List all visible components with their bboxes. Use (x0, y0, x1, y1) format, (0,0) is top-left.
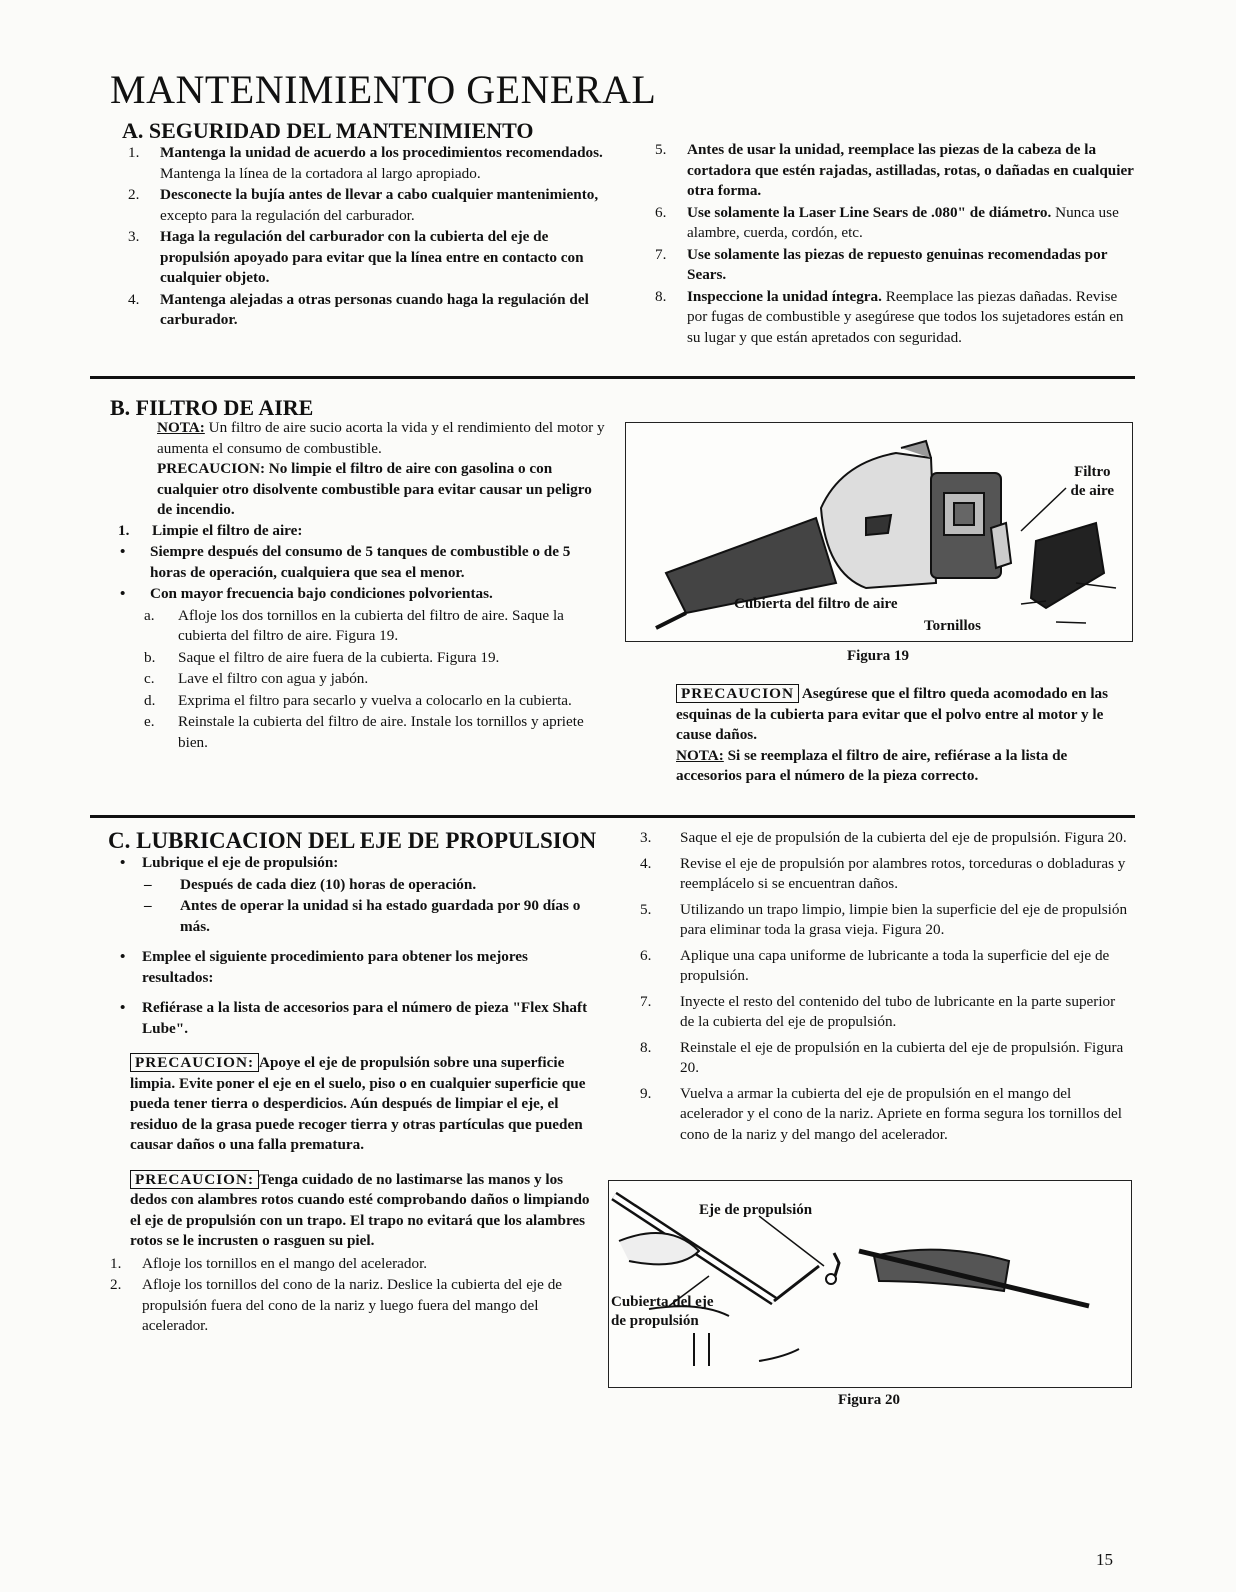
label-cubierta-filtro: Cubierta del filtro de aire (734, 596, 898, 612)
section-b-heading: B. FILTRO DE AIRE (110, 395, 314, 420)
precaucion-paragraph: PRECAUCION: No limpie el filtro de aire con gasolina o con cualquier otro disolvente combustible para evitar causar un peligro de incendio. (157, 460, 592, 518)
caution-badge: PRECAUCION: (130, 1053, 259, 1072)
list-item: 6. Aplique una capa uniforme de lubricante a toda la superficie del eje de propulsión. (640, 946, 1110, 984)
list-item: • Emplee el siguiente procedimiento para obtener los mejores resultados: (120, 948, 528, 986)
list-item: 5. Utilizando un trapo limpio, limpie bien la superficie del eje de propulsión para eliminar toda la grasa vieja. Figura 20. (640, 900, 1128, 938)
list-item: a. Afloje los dos tornillos en la cubierta del filtro de aire. Saque la cubierta del filtro de aire. Figura 19. (144, 606, 564, 644)
list-item: 1. Limpie el filtro de aire: (118, 521, 303, 539)
nota-paragraph: NOTA: Un filtro de aire sucio acorta la vida y el rendimiento del motor y aumenta el consumo de combustible. (157, 419, 605, 457)
list-item: • Con mayor frecuencia bajo condiciones polvorientas. (120, 585, 493, 602)
precaucion-filtro: PRECAUCION Asegúrese que el filtro queda acomodado en las esquinas de la cubierta para evitar que el polvo entre al motor y le cause daños. NOTA: Si se reemplaza el filtro de aire, refiérase a la lista de accesorios para el número de la pieza correcto. (676, 684, 1128, 787)
list-item: 2. Afloje los tornillos del cono de la nariz. Deslice la cubierta del eje de propulsión fuera del cono de la nariz y luego fuera del mango del acelerador. (110, 1276, 563, 1334)
list-item: – Antes de operar la unidad si ha estado guardada por 90 días o más. (144, 897, 581, 935)
list-item: 4. Revise el eje de propulsión por alambres rotos, torceduras o dobladuras y reemplácelo si se encuentran daños. (640, 854, 1126, 892)
list-item: b. Saque el filtro de aire fuera de la cubierta. Figura 19. (144, 648, 500, 666)
precaucion-manos: PRECAUCION: Tenga cuidado de no lastimarse las manos y los dedos con alambres rotos cuando esté comprobando daños o limpiando el eje de propulsión con un trapo. El trapo no evitará que los alambres rotos se le incrusten o rasguen su piel. (130, 1170, 590, 1249)
list-item: 7. Inyecte el resto del contenido del tubo de lubricante en la parte superior de la cubierta del eje de propulsión. (640, 992, 1116, 1030)
nota-reemplazo: NOTA: Si se reemplaza el filtro de aire, refiérase a la lista de accesorios para el número de la pieza correcto. (676, 746, 1068, 784)
list-item: 6. Use solamente la Laser Line Sears de .080" de diámetro. Nunca use alambre, cuerda, cordón, etc. (655, 203, 1119, 241)
list-item: 3. Saque el eje de propulsión de la cubierta del eje de propulsión. Figura 20. (640, 829, 1127, 846)
section-a-list-right (655, 140, 1140, 349)
figure-20-caption: Figura 20 (837, 1392, 901, 1408)
list-item: – Después de cada diez (10) horas de operación. (144, 875, 477, 893)
label-cubierta-eje: Cubierta del eje de propulsión (611, 1294, 714, 1329)
section-c-heading: C. LUBRICACION DEL EJE DE PROPULSION (108, 828, 597, 853)
page-number: 15 (1096, 1550, 1113, 1569)
label-filtro: Filtro de aire (1070, 464, 1114, 499)
precaucion-eje: PRECAUCION: Apoye el eje de propulsión sobre una superficie limpia. Evite poner el eje en el suelo, piso o en cualquier superficie que pueda tener tierra o desperdicios. Aún después de limpiar el eje, el residuo de la grasa puede recoger tierra y otras partículas que pueden causar daños o una falla prematura. (130, 1054, 586, 1153)
list-item: • Siempre después del consumo de 5 tanques de combustible o de 5 horas de operación, cualquiera que sea el menor. (120, 543, 571, 581)
list-item: • Lubrique el eje de propulsión: (120, 854, 339, 871)
section-a-list-left (128, 143, 613, 332)
figure-19 (625, 422, 1133, 642)
drive-shaft-illustration (609, 1181, 1131, 1387)
label-tornillos: Tornillos (924, 618, 981, 634)
section-divider (90, 376, 1135, 379)
section-c-right (640, 828, 1128, 1146)
list-item: 5. Antes de usar la unidad, reemplace las piezas de la cabeza de la cortadora que estén rajadas, astilladas, rotas, o dañadas en cualquier otra forma. (655, 141, 1134, 199)
list-item: 9. Vuelva a armar la cubierta del eje de propulsión en el mango del acelerador y el cono de la nariz. Apriete en forma segura los tornillos del cono de la nariz y del mango del acelerador. (640, 1084, 1122, 1143)
figure-20 (608, 1180, 1132, 1388)
list-item: 8. Inspeccione la unidad íntegra. Reemplace las piezas dañadas. Revise por fugas de combustible y asegúrese que todos los sujetadores están en su lugar y que están apretados con seguridad. (655, 287, 1124, 346)
section-c-left (110, 853, 600, 1338)
section-a-heading: A. SEGURIDAD DEL MANTENIMIENTO (122, 118, 534, 143)
list-item: • Refiérase a la lista de accesorios para el número de pieza "Flex Shaft Lube". (120, 999, 588, 1037)
list-item: 4. Mantenga alejadas a otras personas cuando haga la regulación del carburador. (128, 290, 589, 328)
section-divider (90, 815, 1135, 818)
list-item: 3. Haga la regulación del carburador con la cubierta del eje de propulsión apoyado para evitar que la línea entre en contacto con cualquier objeto. (128, 228, 584, 286)
caution-badge: PRECAUCION (676, 684, 799, 703)
list-item: c. Lave el filtro con agua y jabón. (144, 670, 369, 687)
list-item: 1. Afloje los tornillos en el mango del acelerador. (110, 1254, 428, 1272)
caution-badge: PRECAUCION: (130, 1170, 259, 1189)
list-item: 1. Mantenga la unidad de acuerdo a los procedimientos recomendados. Mantenga la línea de la cortadora al largo apropiado. (128, 144, 603, 182)
list-item: d. Exprima el filtro para secarlo y vuelva a colocarlo en la cubierta. (144, 691, 572, 709)
list-item: e. Reinstale la cubierta del filtro de aire. Instale los tornillos y apriete bien. (144, 713, 584, 751)
list-item: 8. Reinstale el eje de propulsión en la cubierta del eje de propulsión. Figura 20. (640, 1038, 1124, 1076)
label-eje-propulsion: Eje de propulsión (699, 1202, 813, 1218)
section-b-text (110, 418, 610, 754)
list-item: 7. Use solamente las piezas de repuesto genuinas recomendadas por Sears. (655, 245, 1108, 283)
figure-19-caption: Figura 19 (846, 648, 910, 664)
list-item: 2. Desconecte la bujía antes de llevar a cabo cualquier mantenimiento, excepto para la regulación del carburador. (128, 186, 599, 224)
page-title: MANTENIMIENTO GENERAL (110, 67, 657, 112)
